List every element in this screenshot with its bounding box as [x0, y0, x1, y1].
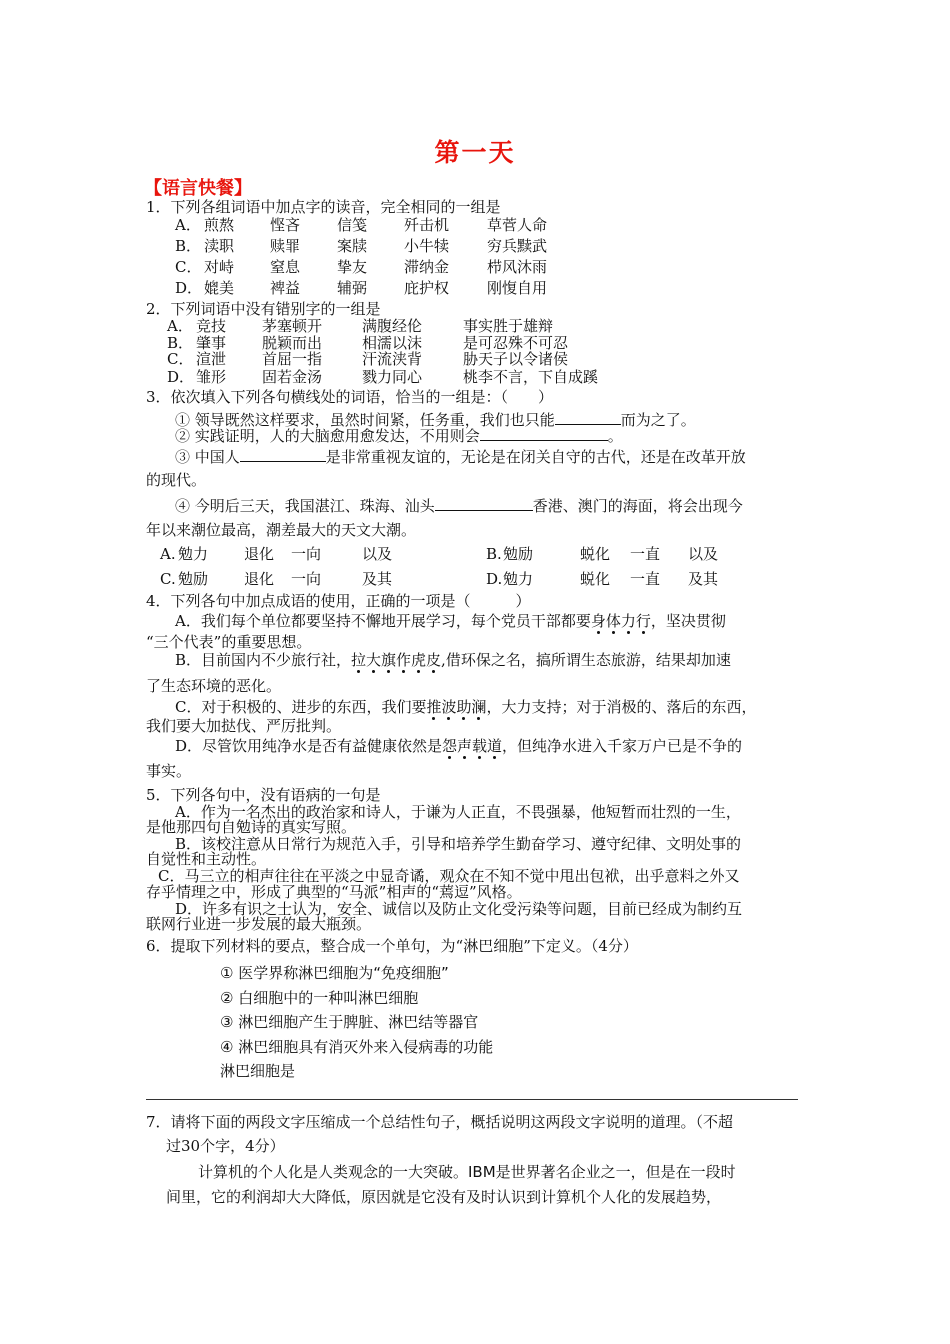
option-term: 及其 — [688, 570, 719, 588]
q4-option-a-cont: “三个代表”的重要思想。 — [146, 633, 312, 651]
q4-option-d: D．尽管饮用纯净水是否有益健康依然是怨声载道 ，但纯净水进入千家万户已是不争的 — [175, 737, 742, 755]
q6-item-1: ① 医学界称淋巴细胞为“免疫细胞” — [220, 964, 449, 982]
option-term: 以及 — [362, 545, 393, 563]
option-term: 桃李不言，下自成蹊 — [463, 368, 599, 386]
option-letter: A． — [175, 216, 201, 234]
option-term: 勉励 — [503, 545, 534, 563]
q5-option-d-cont: 联网行业进一步发展的最大瓶颈。 — [146, 915, 372, 933]
q3-sentence-3-cont: 的现代。 — [146, 471, 207, 489]
option-term: 小牛犊 — [404, 237, 450, 255]
option-term: 一向 — [291, 570, 322, 588]
option-letter: B． — [167, 334, 194, 352]
option-term: 一向 — [291, 545, 322, 563]
q4-idiom-a: 身体力行 — [591, 612, 651, 630]
option-term: 蜕化 — [580, 545, 611, 563]
emphasis-dot — [402, 670, 405, 673]
option-term: 以及 — [688, 545, 719, 563]
q3-sentence-1: ① 领导既然这样要求，虽然时间紧，任务重，我们也只能 而为之了。 — [175, 411, 696, 429]
emphasis-dot — [597, 631, 600, 634]
q7-stem-cont: 过30个字，4分） — [166, 1137, 285, 1155]
q3-stem: 3．依次填入下列各句横线处的词语，恰当的一组是：（ ） — [146, 388, 554, 406]
q4-idiom-b: 拉大旗作虎皮 — [351, 651, 441, 669]
emphasis-dot — [478, 756, 481, 759]
option-letter: B. — [486, 545, 502, 563]
q4-option-a: A．我们每个单位都要坚持不懈地开展学习，每个党员干部都要身体力行 ，坚决贯彻 — [175, 612, 726, 630]
option-term: 事实胜于雄辩 — [463, 317, 554, 335]
q4-option-c-cont: 我们要大加挞伐、严厉批判。 — [146, 717, 342, 735]
option-term: 对峙 — [204, 258, 235, 276]
emphasis-dot — [642, 631, 645, 634]
option-term: 勉励 — [178, 570, 209, 588]
option-term: 窒息 — [270, 258, 301, 276]
q5-option-c: C．马三立的相声往往在平淡之中显奇谲，观众在不知不觉中甩出包袱，出乎意料之外又 — [158, 867, 740, 885]
option-letter: C． — [175, 258, 202, 276]
option-term: 媲美 — [204, 279, 235, 297]
q5-option-d: D．许多有识之士认为，安全、诚信以及防止文化受污染等问题，目前已经成为制约互 — [175, 900, 743, 918]
q2-stem: 2．下列词语中没有错别字的一组是 — [146, 300, 381, 318]
emphasis-dot — [612, 631, 615, 634]
option-term: 草菅人命 — [487, 216, 548, 234]
q5-option-b: B．该校注意从日常行为规范入手，引导和培养学生勤奋学习、遵守纪律、文明处事的 — [175, 835, 742, 853]
q6-item-4: ④ 淋巴细胞具有消灭外来入侵病毒的功能 — [220, 1038, 494, 1056]
option-term: 挚友 — [337, 258, 368, 276]
emphasis-dot — [462, 717, 465, 720]
option-term: 煎熬 — [204, 216, 235, 234]
q5-option-c-cont: 存乎情理之中，形成了典型的“马派”相声的“蔫逗”风格。 — [146, 883, 522, 901]
option-term: 脱颖而出 — [262, 334, 323, 352]
q6-item-2: ② 白细胞中的一种叫淋巴细胞 — [220, 989, 419, 1007]
q4-idiom-d: 怨声载道 — [442, 737, 502, 755]
option-term: 栉风沐雨 — [487, 258, 548, 276]
q4-option-d-cont: 事实。 — [146, 762, 192, 780]
option-term: 裨益 — [270, 279, 301, 297]
option-term: 悭吝 — [270, 216, 301, 234]
option-term: 汗流浃背 — [362, 350, 423, 368]
emphasis-dot — [417, 670, 420, 673]
option-term: 及其 — [362, 570, 393, 588]
option-term: 渎职 — [204, 237, 235, 255]
option-term: 首屈一指 — [262, 350, 323, 368]
option-term: 固若金汤 — [262, 368, 323, 386]
emphasis-dot — [477, 717, 480, 720]
section-heading: 【语言快餐】 — [144, 178, 252, 199]
q5-option-a-cont: 是他那四句自勉诗的真实写照。 — [146, 818, 357, 836]
option-term: 茅塞顿开 — [262, 317, 323, 335]
emphasis-dot — [493, 756, 496, 759]
option-letter: C. — [160, 570, 176, 588]
option-term: 雏形 — [196, 368, 227, 386]
emphasis-dot — [463, 756, 466, 759]
option-term: 辅弼 — [337, 279, 368, 297]
option-term: 相濡以沫 — [362, 334, 423, 352]
emphasis-dot — [627, 631, 630, 634]
option-term: 退化 — [244, 570, 275, 588]
q4-option-b-cont: 了生态环境的恶化。 — [146, 677, 282, 695]
option-term: 是可忍殊不可忍 — [463, 334, 569, 352]
emphasis-dot — [448, 756, 451, 759]
option-term: 勉力 — [503, 570, 534, 588]
option-term: 满腹经伦 — [362, 317, 423, 335]
option-letter: A． — [167, 317, 193, 335]
option-term: 退化 — [244, 545, 275, 563]
q1-stem: 1．下列各组词语中加点字的读音，完全相同的一组是 — [146, 198, 501, 216]
option-term: 竞技 — [196, 317, 227, 335]
q5-option-a: A．作为一名杰出的政治家和诗人，于谦为人正直，不畏强暴，他短暂而壮烈的一生， — [175, 803, 741, 821]
option-letter: C． — [167, 350, 194, 368]
option-term: 胁天子以令诸侯 — [463, 350, 569, 368]
option-term: 庇护权 — [404, 279, 450, 297]
q6-stem: 6．提取下列材料的要点，整合成一个单句，为“淋巴细胞”下定义。（4分） — [146, 937, 638, 955]
emphasis-dot — [432, 670, 435, 673]
q6-item-3: ③ 淋巴细胞产生于脾脏、淋巴结等器官 — [220, 1013, 479, 1031]
option-term: 刚愎自用 — [487, 279, 548, 297]
q4-stem: 4．下列各句中加点成语的使用，正确的一项是（ ） — [146, 592, 531, 610]
option-term: 赎罪 — [270, 237, 301, 255]
option-letter: B． — [175, 237, 202, 255]
emphasis-dot — [357, 670, 360, 673]
option-letter: D． — [167, 368, 195, 386]
option-term: 歼击机 — [404, 216, 450, 234]
option-term: 案牍 — [337, 237, 368, 255]
q7-passage-line-1: 计算机的个人化是人类观念的一大突破。IBM是世界著名企业之一，但是在一段时 — [198, 1163, 736, 1181]
option-letter: A. — [160, 545, 176, 563]
q5-stem: 5．下列各句中，没有语病的一句是 — [146, 786, 381, 804]
q3-sentence-4-cont: 年以来潮位最高，潮差最大的天文大潮。 — [146, 521, 417, 539]
q6-answer-line — [146, 1099, 798, 1100]
option-term: 戮力同心 — [362, 368, 423, 386]
option-term: 信笺 — [337, 216, 368, 234]
emphasis-dot — [432, 717, 435, 720]
q6-answer-prefix: 淋巴细胞是 — [220, 1062, 296, 1080]
q3-sentence-2: ② 实践证明，人的大脑愈用愈发达，不用则会 。 — [175, 427, 623, 445]
option-term: 勉力 — [178, 545, 209, 563]
option-term: 肇事 — [196, 334, 227, 352]
option-term: 蜕化 — [580, 570, 611, 588]
option-letter: D. — [486, 570, 503, 588]
q7-stem: 7．请将下面的两段文字压缩成一个总结性句子，概括说明这两段文字说明的道理。（不超 — [146, 1113, 734, 1131]
q3-sentence-4: ④ 今明后三天，我国湛江、珠海、汕头 香港、澳门的海面，将会出现今 — [175, 497, 743, 515]
q7-passage-line-2: 间里，它的利润却大大降低，原因就是它没有及时认识到计算机个人化的发展趋势， — [166, 1188, 722, 1206]
q4-option-c: C．对于积极的、进步的东西，我们要推波助澜 ，大力支持；对于消极的、落后的东西， — [175, 698, 757, 716]
option-term: 滞纳金 — [404, 258, 450, 276]
q3-sentence-3: ③ 中国人 是非常重视友谊的，无论是在闭关自守的古代，还是在改革开放 — [175, 448, 746, 466]
q4-option-b: B．目前国内不少旅行社，拉大旗作虎皮 ,借环保之名，搞所谓生态旅游，结果却加速 — [175, 651, 731, 669]
q5-option-b-cont: 自觉性和主动性。 — [146, 850, 267, 868]
emphasis-dot — [447, 717, 450, 720]
option-term: 一直 — [630, 570, 661, 588]
option-term: 一直 — [630, 545, 661, 563]
emphasis-dot — [387, 670, 390, 673]
page-title: 第一天 — [434, 138, 516, 167]
option-term: 渲泄 — [196, 350, 227, 368]
emphasis-dot — [372, 670, 375, 673]
option-term: 穷兵黩武 — [487, 237, 548, 255]
option-letter: D． — [175, 279, 203, 297]
q4-idiom-c: 推波助澜 — [426, 698, 486, 716]
